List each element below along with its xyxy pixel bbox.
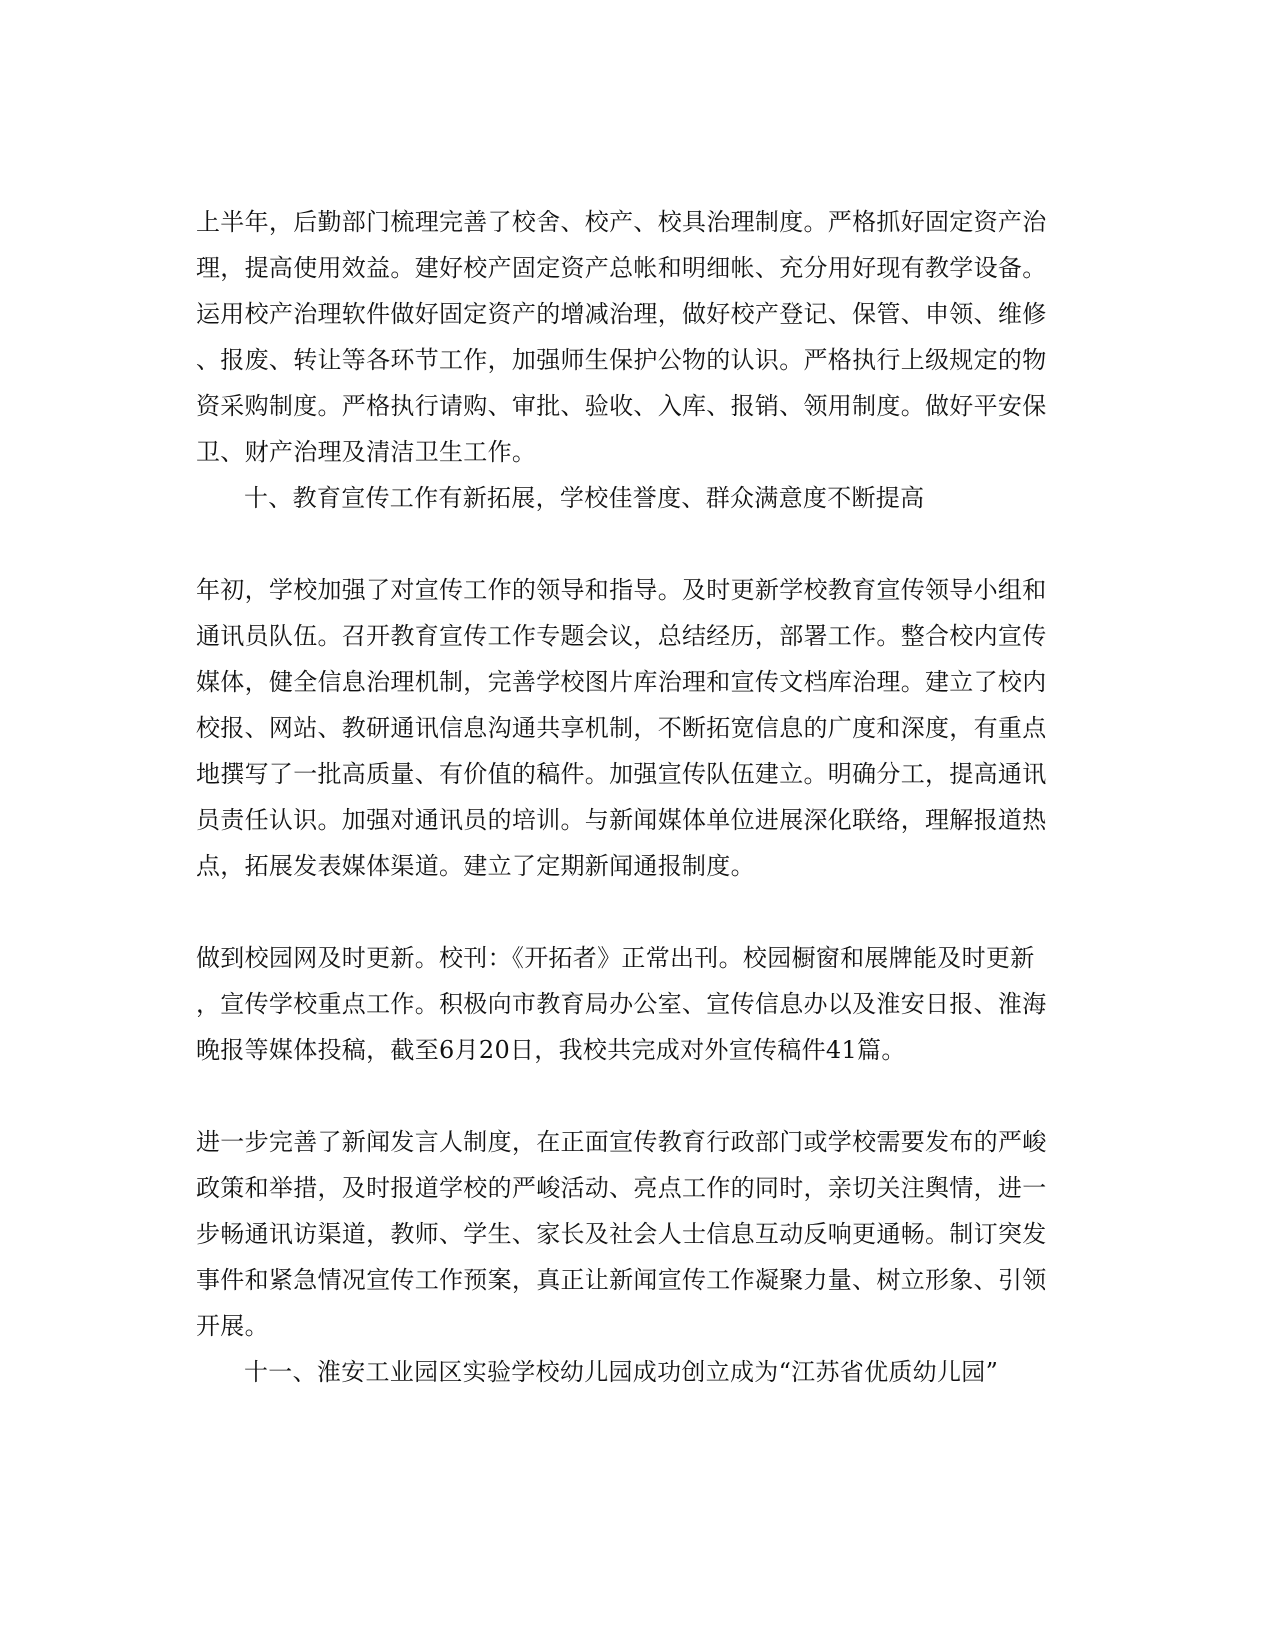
paragraph-4-line-5: 开展。 [196, 1312, 269, 1340]
paragraph-2-line-3: 媒体，健全信息治理机制，完善学校图片库治理和宣传文档库治理。建立了校内 [196, 668, 1047, 696]
paragraph-2-line-4: 校报、网站、教研通讯信息沟通共享机制，不断拓宽信息的广度和深度，有重点 [196, 714, 1047, 742]
paragraph-1-line-4: 、报废、转让等各环节工作，加强师生保护公物的认识。严格执行上级规定的物 [196, 346, 1047, 374]
paragraph-1-line-5: 资采购制度。严格执行请购、审批、验收、入库、报销、领用制度。做好平安保 [196, 392, 1047, 420]
section-heading-11: 十一、淮安工业园区实验学校幼儿园成功创立成为“江苏省优质幼儿园” [244, 1358, 999, 1386]
paragraph-1-line-3: 运用校产治理软件做好固定资产的增减治理，做好校产登记、保管、申领、维修 [196, 300, 1047, 328]
paragraph-2-line-1: 年初，学校加强了对宣传工作的领导和指导。及时更新学校教育宣传领导小组和 [196, 576, 1047, 604]
paragraph-2-line-6: 员责任认识。加强对通讯员的培训。与新闻媒体单位进展深化联络，理解报道热 [196, 806, 1047, 834]
section-heading-10: 十、教育宣传工作有新拓展，学校佳誉度、群众满意度不断提高 [244, 484, 925, 512]
paragraph-4-line-3: 步畅通讯访渠道，教师、学生、家长及社会人士信息互动反响更通畅。制订突发 [196, 1220, 1047, 1248]
paragraph-2-line-2: 通讯员队伍。召开教育宣传工作专题会议，总结经历，部署工作。整合校内宣传 [196, 622, 1047, 650]
paragraph-2-line-5: 地撰写了一批高质量、有价值的稿件。加强宣传队伍建立。明确分工，提高通讯 [196, 760, 1047, 788]
paragraph-4-line-2: 政策和举措，及时报道学校的严峻活动、亮点工作的同时，亲切关注舆情，进一 [196, 1174, 1047, 1202]
paragraph-3-line-1: 做到校园网及时更新。校刊：《开拓者》正常出刊。校园橱窗和展牌能及时更新 [196, 944, 1035, 972]
paragraph-2-line-7: 点，拓展发表媒体渠道。建立了定期新闻通报制度。 [196, 852, 755, 880]
paragraph-1-line-2: 理，提高使用效益。建好校产固定资产总帐和明细帐、充分用好现有教学设备。 [196, 254, 1047, 282]
paragraph-4-line-4: 事件和紧急情况宣传工作预案，真正让新闻宣传工作凝聚力量、树立形象、引领 [196, 1266, 1047, 1294]
paragraph-1-line-1: 上半年，后勤部门梳理完善了校舍、校产、校具治理制度。严格抓好固定资产治 [196, 208, 1047, 236]
paragraph-1-line-6: 卫、财产治理及清洁卫生工作。 [196, 438, 537, 466]
paragraph-3-line-2: ，宣传学校重点工作。积极向市教育局办公室、宣传信息办以及淮安日报、淮海 [196, 990, 1047, 1018]
paragraph-4-line-1: 进一步完善了新闻发言人制度，在正面宣传教育行政部门或学校需要发布的严峻 [196, 1128, 1047, 1156]
paragraph-3-line-3: 晚报等媒体投稿，截至6月20日，我校共完成对外宣传稿件41篇。 [196, 1036, 906, 1064]
